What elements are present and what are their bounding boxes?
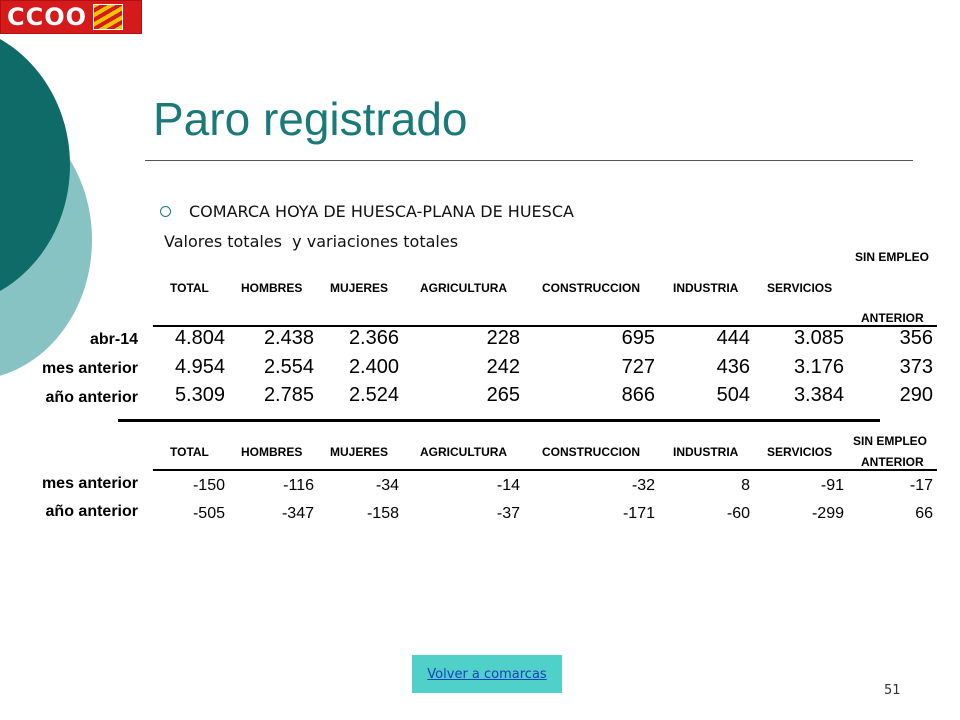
table-cell: 373	[899, 356, 933, 378]
table-cell: 228	[486, 327, 520, 349]
header-construccion: CONSTRUCCION	[542, 445, 640, 459]
table-cell: 866	[621, 384, 655, 406]
table-cell: 8	[741, 477, 750, 494]
ccoo-logo	[0, 0, 142, 34]
header-sin-empleo: SIN EMPLEO	[853, 434, 928, 448]
table-cell: -14	[496, 477, 520, 494]
bullet-circle-icon	[160, 206, 171, 217]
row-label: abr-14	[89, 331, 138, 348]
table-cell: -299	[811, 505, 844, 522]
header-hombres: HOMBRES	[241, 281, 303, 295]
table-cell: 3.384	[793, 384, 844, 406]
table-cell: 4.954	[174, 356, 225, 378]
header-total: TOTAL	[170, 281, 209, 295]
table-cell: 265	[486, 384, 520, 406]
table-cell: -17	[909, 477, 933, 494]
page-number: 51	[884, 683, 901, 698]
section-divider	[118, 419, 880, 422]
title-divider	[145, 160, 913, 161]
header-agricultura: AGRICULTURA	[420, 445, 508, 459]
table-cell: -32	[631, 477, 655, 494]
header-total: TOTAL	[170, 445, 209, 459]
table-cell: 3.176	[793, 356, 844, 378]
table-cell: 5.309	[174, 384, 225, 406]
aragon-flag-icon	[93, 4, 123, 30]
bullet-text: COMARCA HOYA DE HUESCA-PLANA DE HUESCA	[189, 202, 574, 221]
table-cell: 290	[899, 384, 933, 406]
table-cell: 2.785	[263, 384, 314, 406]
header-mujeres: MUJERES	[330, 281, 389, 295]
table-cell: 695	[621, 327, 655, 349]
table-cell: -158	[366, 505, 399, 522]
header-hombres: HOMBRES	[241, 445, 303, 459]
table-cell: -60	[726, 505, 750, 522]
table-cell: 2.554	[263, 356, 314, 378]
row-label: año anterior	[45, 503, 138, 520]
header-industria: INDUSTRIA	[673, 281, 739, 295]
table-cell: -91	[820, 477, 844, 494]
back-to-comarcas-button[interactable]	[412, 655, 562, 693]
table-cell: 504	[716, 384, 750, 406]
table-cell: 444	[716, 327, 750, 349]
header-sin-empleo: SIN EMPLEO	[855, 250, 930, 264]
header-construccion: CONSTRUCCION	[542, 281, 640, 295]
bullet-item	[160, 202, 574, 221]
back-to-comarcas-link[interactable]: Volver a comarcas	[427, 666, 547, 682]
table-cell: 3.085	[793, 327, 844, 349]
header-mujeres: MUJERES	[330, 445, 389, 459]
table-cell: 727	[621, 356, 655, 378]
row-label: mes anterior	[41, 475, 138, 492]
table-cell: -505	[192, 505, 225, 522]
header-agricultura: AGRICULTURA	[420, 281, 508, 295]
table-cell: 4.804	[174, 327, 225, 349]
header-industria: INDUSTRIA	[673, 445, 739, 459]
table-cell: 2.438	[263, 327, 314, 349]
header-anterior: ANTERIOR	[861, 311, 924, 325]
subtitle: Valores totales y variaciones totales	[164, 232, 459, 251]
table-cell: -171	[622, 505, 655, 522]
table-cell: -116	[283, 477, 314, 494]
page-title: Paro registrado	[153, 93, 468, 145]
header-servicios: SERVICIOS	[767, 281, 833, 295]
row-label: año anterior	[45, 389, 138, 406]
logo-text: CCOO	[7, 3, 88, 31]
table-cell: -347	[281, 505, 314, 522]
table-cell: 436	[716, 356, 750, 378]
table-cell: 356	[899, 327, 933, 349]
table-cell: -150	[192, 477, 225, 494]
decorative-circles	[0, 0, 120, 420]
row-label: mes anterior	[41, 360, 138, 377]
header-servicios: SERVICIOS	[767, 445, 833, 459]
table-cell: -34	[375, 477, 399, 494]
table-cell: 2.366	[348, 327, 399, 349]
table-rule	[153, 469, 937, 471]
header-anterior: ANTERIOR	[861, 455, 924, 469]
table-cell: 242	[486, 356, 520, 378]
table-cell: 2.524	[348, 384, 399, 406]
table-cell: 66	[915, 505, 933, 522]
table-cell: 2.400	[348, 356, 399, 378]
table-cell: -37	[496, 505, 520, 522]
